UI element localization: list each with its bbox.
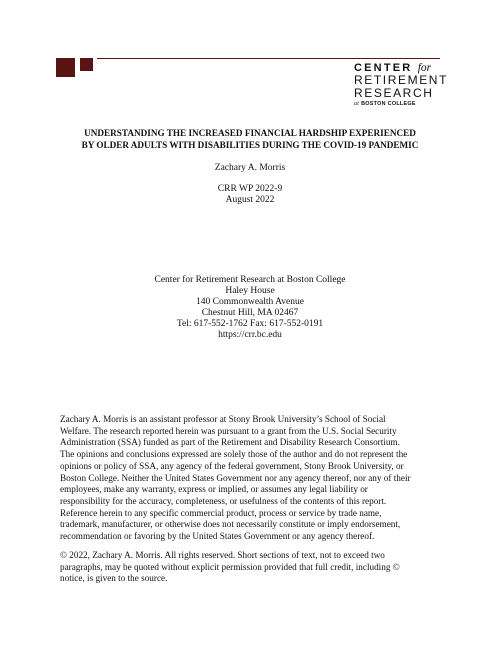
- copyright-line: notice, is given to the source.: [60, 573, 168, 584]
- disclaimer-line: recommendation or favoring by the United States Government or any agency thereof.: [60, 531, 375, 542]
- address-line: Tel: 617-552-1762 Fax: 617-552-0191: [176, 319, 324, 329]
- disclaimer-line: The opinions and conclusions expressed are solely those of the author and do not represent the: [60, 449, 408, 460]
- disclaimer-line: Welfare. The research reported herein was pursuant to a grant from the U.S. Social Security: [60, 425, 397, 436]
- disclaimer-line: opinions or policy of SSA, any agency of the federal government, Stony Brook University, or: [60, 460, 404, 471]
- logo-line-4: at BOSTON COLLEGE: [354, 101, 416, 107]
- disclaimer-line: responsibility for the accuracy, completeness, or usefulness of the contents of this report.: [60, 495, 387, 506]
- paper-title: [0, 127, 500, 151]
- title-line: UNDERSTANDING THE INCREASED FINANCIAL HARDSHIP EXPERIENCED: [84, 128, 416, 138]
- logo-line-3: RESEARCH: [354, 86, 434, 100]
- disclaimer-line: trademark, manufacturer, or otherwise does not necessarily constitute or imply endorsement,: [60, 519, 401, 530]
- website-link[interactable]: https://crr.bc.edu: [218, 330, 282, 340]
- disclaimer-line: Administration (SSA) funded as part of the Retirement and Disability Research Consortium.: [60, 437, 400, 448]
- paper-number: CRR WP 2022-9: [217, 184, 283, 194]
- address-line: Chestnut Hill, MA 02467: [201, 308, 299, 318]
- crr-logo: [354, 62, 448, 109]
- copyright-line: paragraphs, may be quoted without explicit permission provided that full credit, including ©: [60, 561, 400, 572]
- header-rule: [97, 58, 440, 59]
- address-line: Haley House: [225, 286, 275, 296]
- disclaimer-line: Zachary A. Morris is an assistant professor at Stony Brook University’s School of Social: [60, 414, 386, 424]
- logo-line-2: RETIREMENT: [354, 73, 448, 87]
- logo-square-large: [56, 58, 75, 77]
- logo-line-1: CENTER for: [354, 62, 432, 74]
- address-line: Center for Retirement Research at Boston College: [154, 275, 346, 285]
- copyright-paragraph: [60, 550, 448, 585]
- disclaimer-line: Reference herein to any specific commercial product, process or service by trade name,: [60, 507, 382, 518]
- disclaimer-line: employees, make any warranty, express or implied, or assumes any legal liability or: [60, 484, 368, 495]
- paper-info: [0, 184, 500, 206]
- copyright-line: © 2022, Zachary A. Morris. All rights reserved. Short sections of text, not to exceed two: [60, 550, 385, 560]
- logo-square-small: [80, 58, 93, 71]
- author-name: Zachary A. Morris: [214, 163, 286, 173]
- title-line: BY OLDER ADULTS WITH DISABILITIES DURING THE COVID-19 PANDEMIC: [81, 140, 419, 150]
- disclaimer-paragraph: [60, 414, 448, 543]
- disclaimer-line: Boston College. Neither the United States Government nor any agency thereof, nor any of their: [60, 472, 411, 483]
- institution-address: [0, 275, 500, 341]
- paper-date: August 2022: [225, 195, 275, 205]
- address-line: 140 Commonwealth Avenue: [195, 297, 304, 307]
